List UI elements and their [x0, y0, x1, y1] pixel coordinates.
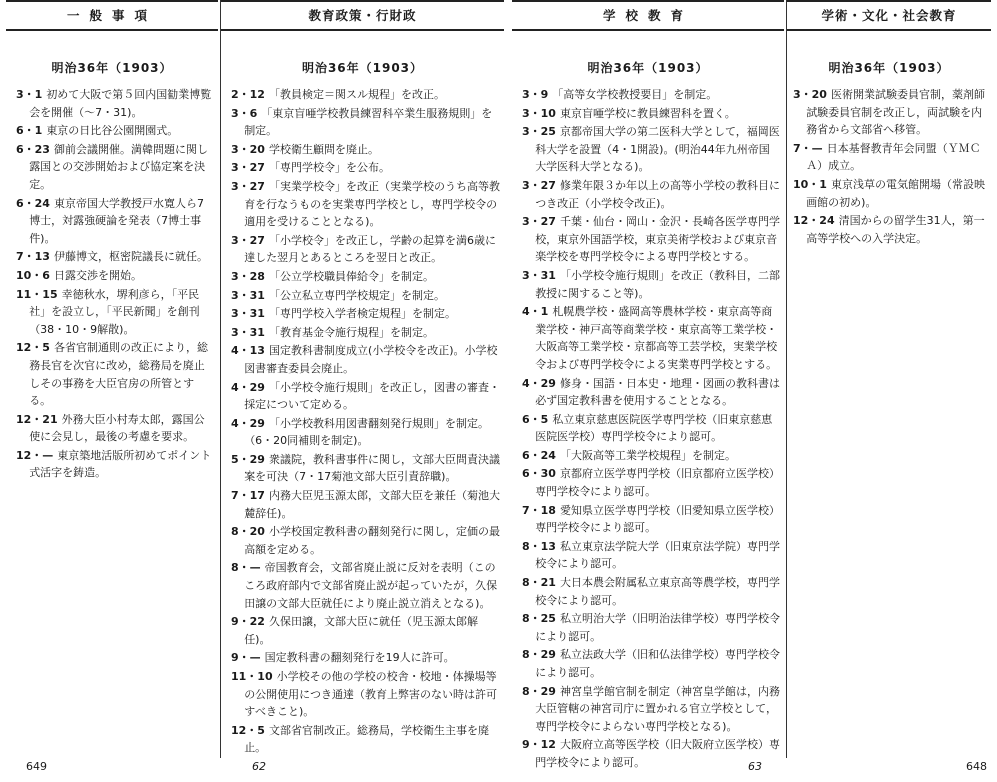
entry-text: 「実業学校令」を改正（実業学校のうち高等教育を行なうものを実業専門学校とし，専門学校令の適用を受けることとなる)。 [244, 179, 500, 229]
entry-text: 内務大臣児玉源太郎，文部大臣を兼任（菊池大麓辞任)。 [244, 489, 500, 520]
entry-date: 3・31 [522, 268, 556, 282]
entry-text: 「公立私立専門学校規定」を制定。 [268, 288, 445, 302]
entry-date: 8・13 [522, 539, 556, 553]
chronology-entry [522, 538, 780, 573]
entry-text: 文部省官制改正。総務局，学校衛生主事を廃止。 [244, 723, 489, 755]
entry-text: 大阪府立高等医学校（旧大阪府立医学校）専門学校令により認可。 [535, 738, 780, 769]
chronology-entry [522, 213, 780, 266]
entry-date: 9・22 [231, 615, 265, 629]
chronology-entry [793, 176, 987, 211]
entry-date: 4・13 [231, 344, 265, 358]
year-heading: 明治36年（1903） [301, 61, 424, 75]
entry-date: 12・21 [16, 412, 58, 426]
column-header: 学術・文化・社会教育 [787, 0, 991, 31]
column-general-affairs [6, 0, 218, 758]
chronology-entry [231, 105, 500, 140]
chronology-entry [231, 159, 500, 177]
entry-text: 私立東京法学院大学（旧東京法学院）専門学校令により認可。 [535, 539, 780, 571]
entry-text: 「小学校令施行規則」を改正（教科目，二部教授に関すること等)。 [535, 268, 780, 300]
chronology-entry [231, 379, 500, 414]
entry-date: 4・29 [522, 376, 556, 390]
entry-date: 5・29 [231, 452, 265, 466]
entry-date: 6・5 [522, 412, 549, 426]
chronology-entry [231, 178, 500, 231]
entry-text: 伊藤博文，枢密院議長に就任。 [53, 250, 208, 264]
chronology-entry [522, 86, 780, 104]
entry-text: 御前会議開催。満韓問題に関し露国との交渉開始および協定案を決定。 [29, 142, 208, 191]
entry-text: 「高等女学校教授要目」を制定。 [552, 88, 718, 101]
chronology-entry [231, 305, 500, 323]
entry-date: 3・6 [231, 106, 258, 120]
column-header: 教育政策・行財政 [221, 0, 504, 31]
chronology-entry [231, 287, 500, 305]
entry-date: 8・— [231, 561, 261, 575]
chronology-entry [231, 559, 500, 612]
entry-text: 国定教科書制度成立(小学校令を改正)。小学校図書審査委員会廃止。 [244, 344, 498, 375]
chronology-entry [522, 610, 780, 645]
entry-date: 8・20 [231, 525, 265, 539]
entry-list [221, 86, 504, 757]
chronology-entry [231, 342, 500, 377]
entry-text: 「小学校教科用図書翻刻発行規則」を制定。（6・20同補則を制定)。 [244, 416, 489, 448]
chronology-entry [522, 502, 780, 537]
entry-text: 「小学校令施行規則」を改正し，図書の審査・採定について定める。 [244, 380, 500, 412]
chronology-entry [16, 86, 214, 121]
entry-date: 6・1 [16, 124, 43, 138]
entry-date: 12・24 [793, 214, 835, 228]
chronology-entry [522, 736, 780, 771]
entry-text: 外務大臣小村寿太郎，露国公使に会見し，最後の考慮を要求。 [29, 412, 205, 444]
entry-date: 3・20 [231, 142, 265, 156]
chronology-entry [231, 415, 500, 450]
entry-date: 4・29 [231, 380, 265, 394]
chronology-entry [522, 646, 780, 681]
chronology-entry [16, 447, 214, 482]
entry-text: 千葉・仙台・岡山・金沢・長崎各医学専門学校，東京外国語学校，東京美術学校および東京音楽学校を専門学校令による専門学校とする。 [535, 215, 780, 264]
chronology-entry [231, 324, 500, 342]
chronology-entry [231, 487, 500, 522]
chronology-entry [522, 267, 780, 302]
chronology-entry [231, 141, 500, 159]
entry-date: 7・17 [231, 489, 265, 503]
entry-text: 小学校その他の学校の校舎・校地・体操場等の公開使用につき通達（教育上弊害のない時は許可すべきこと)。 [244, 670, 497, 719]
entry-date: 7・18 [522, 503, 556, 517]
entry-text: 京都帝国大学の第二医科大学として，福岡医科大学を設置（4・1開設)。(明治44年九州帝国大学医科大学となる)。 [535, 125, 780, 174]
chronology-entry [793, 140, 987, 175]
entry-text: 日露交渉を開始。 [53, 268, 142, 282]
entry-date: 3・25 [522, 125, 556, 139]
entry-text: 私立東京慈恵医院医学専門学校（旧東京慈恵医院医学校）専門学校令により認可。 [535, 412, 773, 444]
chronology-entry [231, 268, 500, 286]
entry-list [512, 86, 784, 772]
entry-text: 「大阪高等工業学校規程」を制定。 [559, 448, 736, 462]
page-number: 63 [748, 760, 762, 773]
entry-text: 学校衛生顧問を廃止。 [268, 142, 379, 156]
entry-text: 私立明治大学（旧明治法律学校）専門学校令により認可。 [535, 612, 780, 643]
entry-date: 10・1 [793, 177, 827, 191]
chronology-entry [16, 267, 214, 285]
chronology-entry [231, 86, 500, 104]
chronology-entry [522, 303, 780, 373]
chronology-entry [231, 523, 500, 558]
entry-date: 11・10 [231, 670, 273, 683]
entry-date: 8・21 [522, 576, 556, 590]
chronology-entry [793, 212, 987, 247]
page-number: 648 [966, 760, 987, 773]
entry-text: 「教育基金令施行規程」を制定。 [268, 325, 434, 339]
chronology-entry [522, 683, 780, 736]
chronology-entry [522, 411, 780, 446]
entry-date: 3・28 [231, 269, 265, 283]
entry-text: 東京築地活版所初めてポイント式活字を鋳造。 [29, 448, 212, 480]
chronology-entry [16, 411, 214, 446]
chronology-entry [16, 122, 214, 140]
chronology-entry [522, 447, 780, 465]
chronology-entry [16, 286, 214, 339]
entry-date: 3・27 [522, 215, 556, 229]
column-education-policy [220, 0, 504, 758]
entry-text: 衆議院，教科書事件に関し，文部大臣問責決議案を可決（7・17菊池文部大臣引責辞職)。 [244, 452, 500, 484]
entry-date: 9・12 [522, 738, 556, 752]
chronology-entry [231, 613, 500, 648]
entry-date: 8・29 [522, 684, 556, 698]
entry-date: 4・29 [231, 416, 265, 430]
entry-date: 11・15 [16, 287, 58, 301]
entry-date: 9・— [231, 651, 261, 665]
chronology-entry [522, 375, 780, 410]
entry-list [6, 86, 218, 482]
entry-date: 12・5 [231, 723, 265, 737]
chronology-entry [793, 86, 987, 139]
year-heading: 明治36年（1903） [828, 61, 950, 75]
column-academic-culture [786, 0, 991, 758]
entry-text: 医術開業試験委員官制，薬剤師試験委員官制を改正し，両試験を内務省から文部省へ移管。 [806, 88, 985, 137]
page-number: 649 [26, 760, 47, 773]
entry-text: 「小学校令」を改正し，学齢の起算を満6歳に達した翌月とあるところを翌日と改正。 [244, 233, 496, 265]
entry-text: 久保田譲，文部大臣に就任（児玉源太郎解任)。 [244, 615, 478, 646]
entry-text: 修業年限３か年以上の高等小学校の教科目につき改正（小学校令改正)。 [535, 178, 780, 210]
entry-date: 4・1 [522, 305, 549, 319]
chronology-entry [231, 451, 500, 486]
entry-date: 8・29 [522, 648, 556, 662]
entry-date: 3・10 [522, 106, 556, 120]
entry-list [787, 86, 991, 247]
entry-date: 7・— [793, 141, 823, 155]
chronology-entry [231, 722, 500, 757]
chronology-entry [231, 649, 500, 667]
entry-date: 3・9 [522, 88, 549, 101]
page-number: 62 [252, 760, 266, 773]
entry-text: 札幌農学校・盛岡高等農林学校・東京高等商業学校・神戸高等商業学校・東京高等工業学校・大阪高等工業学校・京都高等工芸学校，実業学校令および専門学校令による実業専門学校とする。 [535, 305, 778, 371]
entry-text: 日本基督教青年会同盟（ＹＭＣＡ）成立。 [806, 141, 981, 173]
entry-date: 2・12 [231, 88, 265, 101]
entry-text: 「公立学校職員俸給令」を制定。 [268, 269, 434, 283]
entry-date: 3・31 [231, 325, 265, 339]
year-heading: 明治36年（1903） [587, 61, 709, 75]
entry-text: 「教員検定＝関スル規程」を改正。 [268, 88, 445, 101]
entry-date: 12・— [16, 448, 54, 462]
column-header: 一般事項 [6, 0, 218, 31]
entry-date: 6・30 [522, 467, 556, 481]
entry-text: 小学校国定教科書の翻刻発行に関し，定価の最高額を定める。 [244, 525, 500, 556]
chronology-entry [16, 195, 214, 248]
entry-date: 3・27 [231, 161, 265, 175]
entry-date: 3・31 [231, 307, 265, 321]
entry-date: 3・27 [522, 178, 556, 192]
entry-text: 幸徳秋水，堺利彦ら，「平民社」を設立し，「平民新聞」を創刊（38・10・9解散)。 [29, 287, 200, 336]
chronology-entry [16, 141, 214, 194]
chronology-entry [522, 465, 780, 500]
entry-date: 3・20 [793, 88, 827, 101]
entry-date: 12・5 [16, 341, 50, 355]
entry-text: 清国からの留学生31人，第一高等学校への入学決定。 [806, 214, 985, 245]
column-school-education [512, 0, 784, 769]
entry-text: 東京盲唖学校に教員練習科を置く。 [559, 106, 736, 120]
chronology-entry [522, 177, 780, 212]
entry-date: 7・13 [16, 250, 50, 264]
entry-date: 3・31 [231, 288, 265, 302]
entry-text: 「東京盲唖学校教員練習科卒業生服務規則」を制定。 [244, 106, 493, 138]
entry-text: 各省官制通則の改正により，総務長官を次官に改め，総務局を廃止しその事務を大臣官房の所管とする。 [29, 341, 208, 408]
entry-text: 帝国教育会，文部省廃止説に反対を表明（このころ政府部内で文部省廃止説が起っていたが，久保田譲の文部大臣就任により廃止説立消えとなる)。 [244, 561, 498, 610]
entry-text: 神宮皇学館官制を制定（神宮皇学館は，内務大臣管轄の神宮司庁に置かれる官立学校として，専門学校令によらない専門学校となる)。 [535, 684, 780, 733]
entry-text: 「専門学校入学者検定規程」を制定。 [268, 307, 456, 321]
entry-date: 8・25 [522, 612, 556, 626]
entry-date: 6・24 [16, 196, 50, 210]
entry-text: 修身・国語・日本史・地理・図画の教科書は必ず国定教科書を使用することとなる。 [535, 376, 780, 408]
column-header: 学校教育 [512, 0, 784, 31]
chronology-entry [522, 105, 780, 123]
entry-text: 東京の日比谷公園開園式。 [46, 124, 179, 138]
year-heading: 明治36年（1903） [51, 61, 173, 75]
entry-text: 東京浅草の電気館開場（常設映画館の初め)。 [806, 177, 985, 209]
entry-date: 6・24 [522, 448, 556, 462]
chronology-entry [522, 574, 780, 609]
entry-text: 「専門学校令」を公布。 [268, 161, 390, 175]
entry-text: 京都府立医学専門学校（旧京都府立医学校）専門学校令により認可。 [535, 467, 780, 499]
entry-text: 初めて大阪で第５回内国勧業博覧会を開催（～7・31)。 [29, 88, 212, 119]
entry-text: 愛知県立医学専門学校（旧愛知県立医学校）専門学校令により認可。 [535, 503, 780, 535]
chronology-entry [522, 123, 780, 176]
entry-date: 3・27 [231, 233, 265, 247]
chronology-entry [16, 339, 214, 409]
entry-date: 3・27 [231, 179, 265, 193]
entry-text: 東京帝国大学教授戸水寛人ら7博士，対露強硬論を発表（7博士事件)。 [29, 196, 204, 245]
chronology-entry [231, 232, 500, 267]
entry-text: 大日本農会附属私立東京高等農学校，専門学校令により認可。 [535, 576, 780, 607]
entry-date: 6・23 [16, 142, 50, 156]
entry-text: 私立法政大学（旧和仏法律学校）専門学校令により認可。 [535, 648, 780, 679]
chronology-entry [231, 668, 500, 721]
entry-date: 10・6 [16, 268, 50, 282]
entry-date: 3・1 [16, 88, 43, 101]
chronology-entry [16, 248, 214, 266]
entry-text: 国定教科書の翻刻発行を19人に許可。 [264, 651, 455, 665]
